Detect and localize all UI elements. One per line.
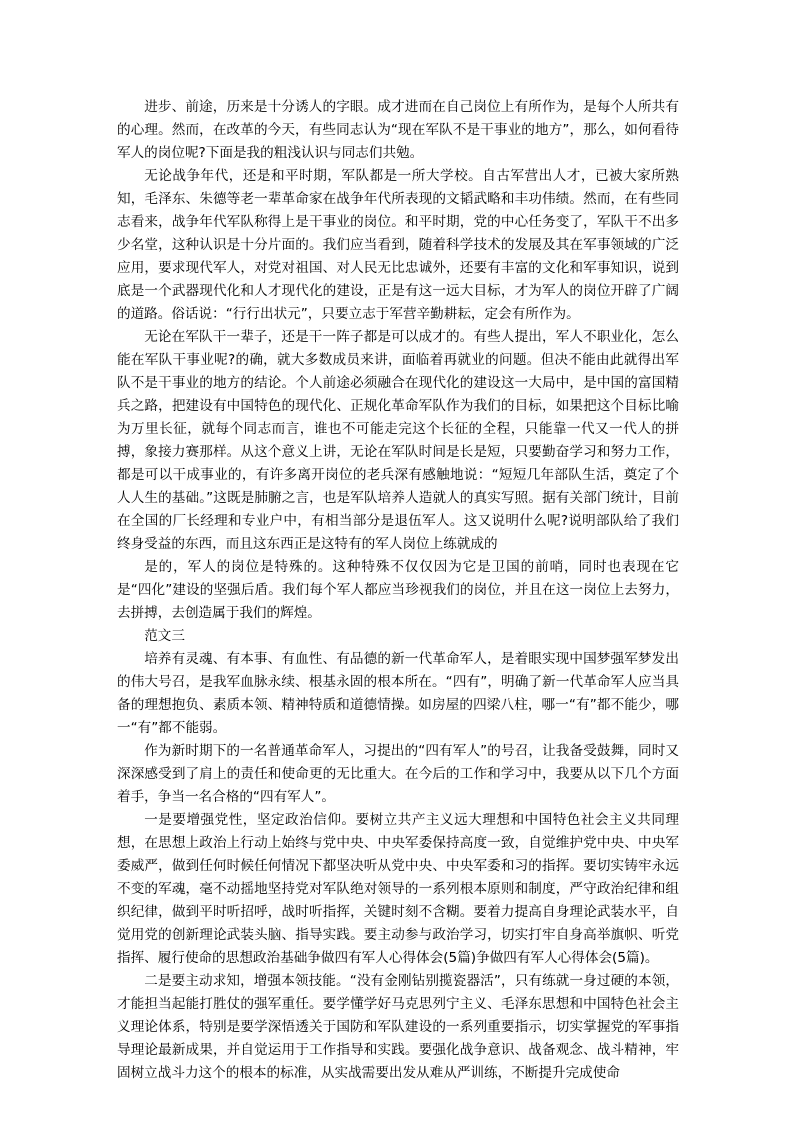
paragraph-school: 无论战争年代，还是和平时期，军队都是一所大学校。自古军营出人才，已被大家所熟知，毛泽东、朱德等老一辈革命家在战争年代所表现的文韬武略和丰功伟绩。然而，在有些同志看来，战争年代军队称得上是干事业的岗位。和平时期，党的中心任务变了，军队干不出多少名堂，这种认识是十分片面的。我们应当看到，随着科学技术的发展及其在军事领域的广泛应用，要求现代军人，对党对祖国、对人民无比忠诚外，还要有丰富的文化和军事知识，说到底是一个武器现代化和人才现代化的建设，正是有这一远大目标，才为军人的岗位开辟了广阔的道路。俗话说：“行行出状元”，只要立志于军营辛勤耕耘，定会有所作为。 [117, 168, 679, 322]
document-page [117, 96, 679, 1085]
paragraph-point-two: 二是要主动求知，增强本领技能。“没有金刚钻别揽瓷器活”，只有练就一身过硬的本领，才能担当起能打胜仗的强军重任。要学懂学好马克思列宁主义、毛泽东思想和中国特色社会主义理论体系，特别是要学深悟透关于国防和军队建设的一系列重要指示，切实掌握党的军事指导理论最新成果，并自觉运用于工作指导和实践。要强化战争意识、战备观念、战斗精神，牢固树立战斗力这个的根本的标准，从实战需要出发从难从严训练，不断提升完成使命 [117, 973, 679, 1081]
paragraph-career: 无论在军队干一辈子，还是干一阵子都是可以成才的。有些人提出，军人不职业化，怎么能在军队干事业呢?的确，就大多数成员来讲，面临着再就业的问题。但决不能由此就得出军队不是干事业的地方的结论。个人前途必须融合在现代化的建设这一大局中，是中国的富国精兵之路，把建设有中国特色的现代化、正规化革命军队作为我们的目标，如果把这个目标比喻为万里长征，就每个同志而言，谁也不可能走完这个长征的全程，只能靠一代又一代人的拼搏，象接力赛那样。从这个意义上讲，无论在军队时间是长是短，只要勤奋学习和努力工作，都是可以干成事业的，有许多离开岗位的老兵深有感触地说：“短短几年部队生活，奠定了个人人生的基础。”这既是肺腑之言，也是军队培养人造就人的真实写照。据有关部门统计，目前在全国的厂长经理和专业户中，有相当部分是退伍军人。这又说明什么呢?说明部队给了我们终身受益的东西，而且这东西正是这特有的军人岗位上练就成的 [117, 329, 679, 552]
paragraph-intro: 进步、前途，历来是十分诱人的字眼。成才进而在自己岗位上有所作为，是每个人所共有的心理。然而，在改革的今天，有些同志认为“现在军队不是干事业的地方”，那么，如何看待军人的岗位呢?下面是我的粗浅认识与同志们共勉。 [117, 99, 679, 161]
paragraph-point-one: 一是要增强党性，坚定政治信仰。要树立共产主义远大理想和中国特色社会主义共同理想，在思想上政治上行动上始终与党中央、中央军委保持高度一致，自觉维护党中央、中央军委威严，做到任何时候任何情况下都坚决听从党中央、中央军委和习的指挥。要切实铸牢永远不变的军魂，毫不动摇地坚持党对军队绝对领导的一系列根本原则和制度，严守政治纪律和组织纪律，做到平时听招呼，战时听指挥，关键时刻不含糊。要着力提高自身理论武装水平，自觉用党的创新理论武装头脑、指导实践。要主动参与政治学习，切实打牢自身高举旗帜、听党指挥、履行使命的思想政治基础争做四有军人心得体会(5篇)争做四有军人心得体会(5篇)。 [117, 812, 679, 966]
paragraph-special-post: 是的，军人的岗位是特殊的。这种特殊不仅仅因为它是卫国的前哨，同时也表现在它是“四化”建设的坚强后盾。我们每个军人都应当珍视我们的岗位，并且在这一岗位上去努力，去拼搏，去创造属于我们的辉煌。 [117, 559, 679, 621]
section-heading: 范文三 [144, 628, 185, 644]
paragraph-four-haves: 培养有灵魂、有本事、有血性、有品德的新一代革命军人，是着眼实现中国梦强军梦发出的伟大号召，是我军血脉永续、根基永固的根本所在。“四有”，明确了新一代革命军人应当具备的理想抱负、素质本领、精神特质和道德情操。如房屋的四梁八柱，哪一“有”都不能少，哪一“有”都不能弱。 [117, 651, 679, 736]
paragraph-ordinary-soldier: 作为新时期下的一名普通革命军人，习提出的“四有军人”的号召，让我备受鼓舞，同时又深深感受到了肩上的责任和使命更的无比重大。在今后的工作和学习中，我要从以下几个方面着手，争当一名合格的“四有军人”。 [117, 743, 679, 805]
